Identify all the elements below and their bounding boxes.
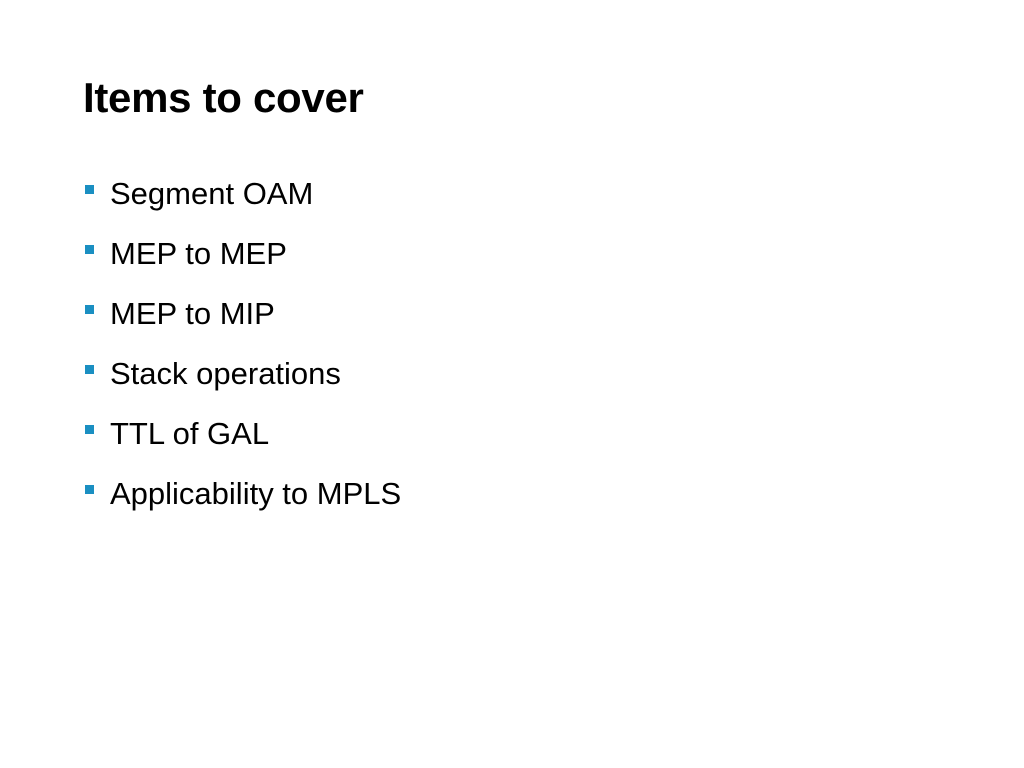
bullet-text: MEP to MEP: [110, 236, 287, 271]
square-bullet-icon: [85, 365, 94, 374]
square-bullet-icon: [85, 245, 94, 254]
bullet-text: Applicability to MPLS: [110, 476, 402, 511]
list-item: [85, 410, 401, 470]
square-bullet-icon: [85, 305, 94, 314]
list-item: [85, 470, 401, 530]
square-bullet-icon: [85, 425, 94, 434]
square-bullet-icon: [85, 185, 94, 194]
bullet-text: Segment OAM: [110, 176, 314, 211]
bullet-list: [85, 170, 401, 530]
bullet-text: TTL of GAL: [110, 416, 270, 451]
list-item: [85, 350, 401, 410]
slide-title: Items to cover: [83, 74, 364, 121]
list-item: [85, 170, 401, 230]
bullet-text: Stack operations: [110, 356, 341, 391]
bullet-text: MEP to MIP: [110, 296, 275, 331]
square-bullet-icon: [85, 485, 94, 494]
list-item: [85, 230, 401, 290]
list-item: [85, 290, 401, 350]
